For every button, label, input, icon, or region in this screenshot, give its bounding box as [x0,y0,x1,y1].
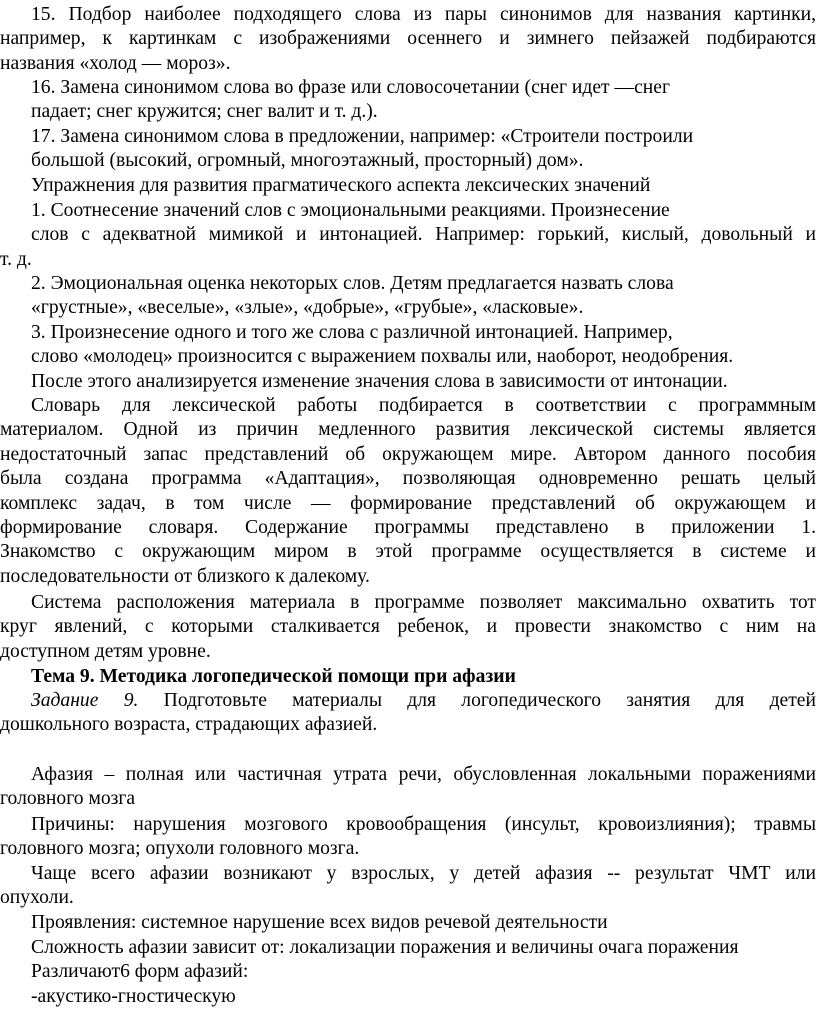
text-line: была создана программа «Адаптация», позволяющая одновременно решать целый [0,468,816,490]
text-line: «грустные», «веселые», «злые», «добрые», «грубые», «ласковые». [31,297,584,319]
text-line: Знакомство с окружающим миром в этой программе осуществляется в системе и [0,541,816,563]
text-line: доступном детям уровне. [0,640,211,662]
pragmatic-heading [0,174,816,198]
paragraph-17 [0,125,816,174]
text-line: например, к картинкам с изображениями осеннего и зимнего пейзажей подбираются [0,28,816,50]
forms-paragraph [0,960,816,984]
exercise-3 [0,321,816,394]
text-line: Сложность афазии зависит от: локализации поражения и величины очага поражения [31,937,739,958]
topic-heading [0,665,816,689]
manifestations-paragraph [0,911,816,935]
text-line: опухоли. [0,887,74,909]
frequency-paragraph [0,862,816,911]
text-line: названия «холод — мороз». [0,52,231,74]
text-line: Причины: нарушения мозгового кровообращения (инсульт, кровоизлияния); травмы [31,814,816,835]
text-line: 2. Эмоциональная оценка некоторых слов. Детям предлагается назвать слова [31,273,674,294]
text-line: Тема 9. Методика логопедической помощи при афазии [31,666,516,687]
aphasia-definition [0,763,816,812]
text-line: 15. Подбор наиболее подходящего слова из пары синонимов для названия картинки, [31,4,816,25]
text-line: Словарь для лексической работы подбирается в соответствии с программным [31,395,816,416]
text-line: 17. Замена синонимом слова в предложении, например: «Строители построили [31,126,694,147]
system-paragraph [0,591,816,664]
causes-paragraph [0,813,816,862]
text-line: круг явлений, с которыми сталкивается ребенок, и провести знакомство с ним на [0,616,816,638]
text-line: 3. Произнесение одного и того же слова с различной интонацией. Например, [31,322,673,343]
text-line: слов с адекватной мимикой и интонацией. Например: горький, кислый, довольный и [31,224,816,246]
text-line: большой (высокий, огромный, многоэтажный, просторный) дом». [31,150,584,172]
text-line: падает; снег кружится; снег валит и т. д.). [31,101,378,123]
task-label: Задание 9. [31,690,139,711]
text-line: материалом. Одной из причин медленного развития лексической системы является [0,419,816,441]
paragraph-16 [0,76,816,125]
text-line [0,689,816,713]
text-line: недостаточный запас представлений об окружающем мире. Автором данного пособия [0,443,816,465]
text-line: Проявления: системное нарушение всех видов речевой деятельности [31,912,608,933]
text-line: комплекс задач, в том числе — формирование представлений об окружающем и [0,492,816,514]
form-item [0,985,816,1009]
complexity-paragraph [0,936,816,960]
task-text: Подготовьте материалы для логопедического занятия для детей [163,690,816,711]
text-line: 16. Замена синонимом слова во фразе или словосочетании (снег идет —снег [31,77,671,98]
text-line: Система расположения материала в программе позволяет максимально охватить тот [31,592,816,613]
text-line: После этого анализируется изменение значения слова в зависимости от интонации. [31,370,728,392]
text-line: формирование словаря. Содержание программы представлено в приложении 1. [0,516,816,538]
text-line: Различают6 форм афазий: [31,961,249,982]
text-line: 1. Соотнесение значений слов с эмоциональными реакциями. Произнесение [31,200,670,221]
text-line: головного мозга [0,788,136,810]
text-line: Упражнения для развития прагматического аспекта лексических значений [31,175,651,196]
text-line: Чаще всего афазии возникают у взрослых, у детей афазия -- результат ЧМТ или [31,863,816,884]
text-line: слово «молодец» произносится с выражением похвалы или, наоборот, неодобрения. [31,346,734,368]
exercise-2 [0,272,816,321]
exercise-1 [0,199,816,272]
text-line: дошкольного возраста, страдающих афазией. [0,714,378,736]
text-line: т. д. [0,248,32,270]
text-line: головного мозга; опухоли головного мозга. [0,838,360,860]
task-paragraph [0,689,816,738]
dictionary-paragraph [0,394,816,589]
text-line: последовательности от близкого к далекому. [0,565,370,587]
paragraph-15 [0,3,816,76]
text-line: -акустико-гностическую [31,986,236,1007]
text-line: Афазия – полная или частичная утрата речи, обусловленная локальными поражениями [31,764,816,785]
